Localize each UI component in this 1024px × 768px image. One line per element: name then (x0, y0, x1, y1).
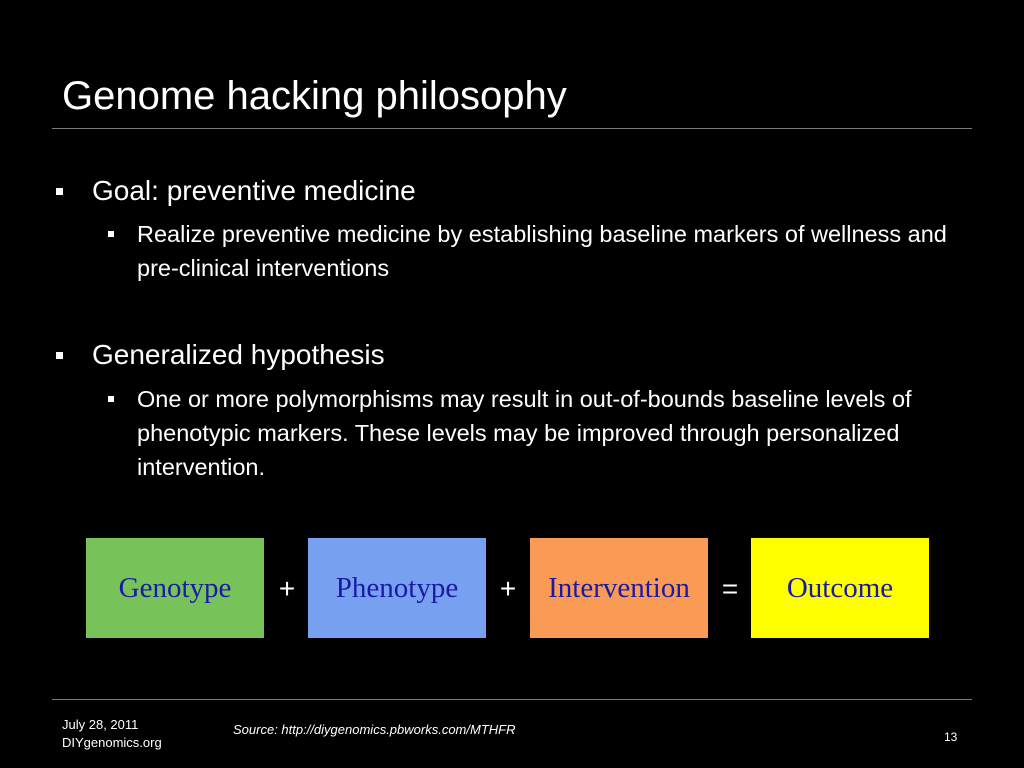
intervention-box (530, 538, 708, 638)
bullet-square-icon (56, 352, 63, 359)
source-citation: Source: http://diygenomics.pbworks.com/MTHFR (233, 722, 516, 737)
footer-info (62, 716, 162, 752)
genotype-label: Genotype (118, 571, 232, 604)
sub-bullet-hypothesis-text: One or more polymorphisms may result in out-of-bounds baseline levels of phenotypic markers. These levels may be improved through personalized intervention. (137, 386, 912, 480)
title-divider (52, 128, 972, 129)
footer-divider (52, 699, 972, 700)
sub-bullet-goal (137, 217, 967, 285)
genotype-box (86, 538, 264, 638)
footer-date: July 28, 2011 (62, 717, 139, 732)
outcome-box (751, 538, 929, 638)
equals-operator: = (721, 573, 739, 604)
plus-operator: + (499, 573, 517, 604)
phenotype-label: Phenotype (335, 571, 459, 604)
sub-bullet-square-icon (108, 231, 114, 237)
bullet-goal (92, 174, 416, 208)
sub-bullet-hypothesis (137, 382, 967, 484)
plus-operator: + (278, 573, 296, 604)
bullet-hypothesis (92, 338, 385, 372)
sub-bullet-square-icon (108, 396, 114, 402)
bullet-goal-text: Goal: preventive medicine (92, 175, 416, 206)
page-number: 13 (944, 730, 958, 744)
sub-bullet-goal-text: Realize preventive medicine by establishing baseline markers of wellness and pre-clinical interventions (137, 221, 947, 281)
bullet-hypothesis-text: Generalized hypothesis (92, 339, 385, 370)
footer-site: DIYgenomics.org (62, 735, 162, 750)
intervention-label: Intervention (548, 571, 690, 604)
bullet-square-icon (56, 188, 63, 195)
slide-title: Genome hacking philosophy (62, 74, 567, 118)
phenotype-box (308, 538, 486, 638)
outcome-label: Outcome (786, 571, 894, 604)
